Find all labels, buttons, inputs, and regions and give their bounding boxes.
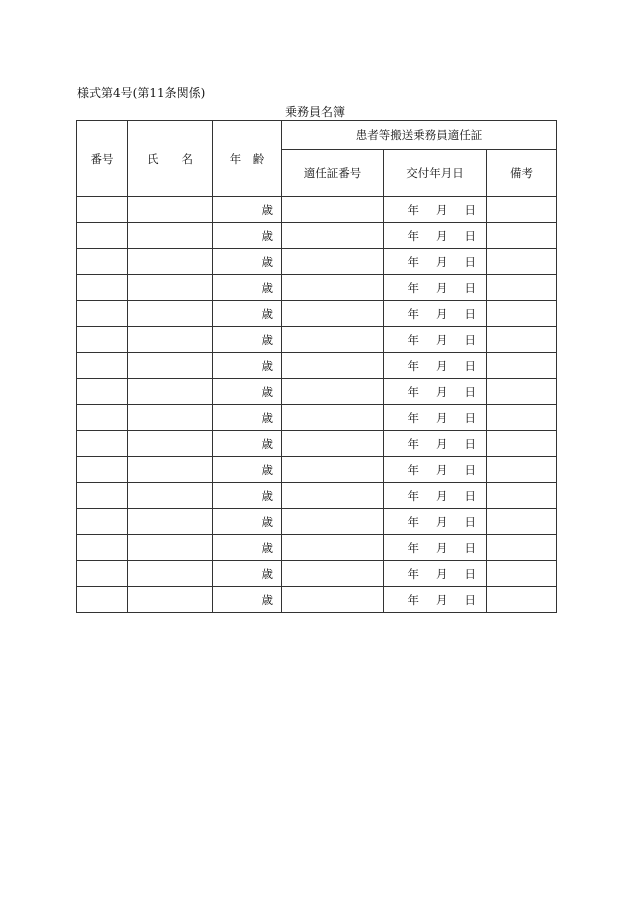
year-unit: 年 (407, 514, 419, 529)
cell-certificate-number[interactable] (282, 587, 384, 613)
cell-issue-date[interactable] (384, 379, 487, 405)
cell-certificate-number[interactable] (282, 301, 384, 327)
month-unit: 月 (436, 410, 448, 425)
cell-number[interactable] (77, 379, 128, 405)
cell-remarks[interactable] (487, 405, 557, 431)
cell-certificate-number[interactable] (282, 405, 384, 431)
cell-issue-date[interactable] (384, 353, 487, 379)
month-unit: 月 (436, 332, 448, 347)
cell-remarks[interactable] (487, 535, 557, 561)
cell-certificate-number[interactable] (282, 223, 384, 249)
cell-age[interactable] (213, 379, 282, 405)
age-unit: 歳 (261, 462, 273, 477)
cell-age[interactable] (213, 223, 282, 249)
cell-age[interactable] (213, 457, 282, 483)
table-row (77, 353, 557, 379)
day-unit: 日 (464, 254, 476, 269)
day-unit: 日 (464, 488, 476, 503)
cell-number[interactable] (77, 561, 128, 587)
table-row (77, 405, 557, 431)
cell-name[interactable] (128, 457, 213, 483)
age-unit: 歳 (261, 592, 273, 607)
year-unit: 年 (407, 410, 419, 425)
cell-name[interactable] (128, 327, 213, 353)
cell-issue-date[interactable] (384, 509, 487, 535)
age-unit: 歳 (261, 332, 273, 347)
cell-name[interactable] (128, 223, 213, 249)
cell-certificate-number[interactable] (282, 509, 384, 535)
table-row (77, 587, 557, 613)
cell-remarks[interactable] (487, 587, 557, 613)
cell-remarks[interactable] (487, 483, 557, 509)
cell-remarks[interactable] (487, 457, 557, 483)
day-unit: 日 (464, 592, 476, 607)
cell-certificate-number[interactable] (282, 379, 384, 405)
header-remarks: 備考 (487, 150, 557, 197)
year-unit: 年 (407, 306, 419, 321)
cell-remarks[interactable] (487, 301, 557, 327)
header-certificate-number: 適任証番号 (282, 150, 384, 197)
table-row (77, 275, 557, 301)
cell-issue-date[interactable] (384, 457, 487, 483)
cell-name[interactable] (128, 353, 213, 379)
month-unit: 月 (436, 592, 448, 607)
cell-name[interactable] (128, 301, 213, 327)
year-unit: 年 (407, 592, 419, 607)
table-row (77, 379, 557, 405)
cell-remarks[interactable] (487, 275, 557, 301)
cell-age[interactable] (213, 405, 282, 431)
month-unit: 月 (436, 566, 448, 581)
age-unit: 歳 (261, 306, 273, 321)
cell-name[interactable] (128, 561, 213, 587)
cell-name[interactable] (128, 535, 213, 561)
cell-name[interactable] (128, 275, 213, 301)
cell-age[interactable] (213, 197, 282, 223)
cell-issue-date[interactable] (384, 327, 487, 353)
cell-name[interactable] (128, 379, 213, 405)
cell-age[interactable] (213, 509, 282, 535)
form-number-label: 様式第4号(第11条関係) (77, 86, 206, 100)
cell-number[interactable] (77, 275, 128, 301)
cell-certificate-number[interactable] (282, 483, 384, 509)
age-unit: 歳 (261, 488, 273, 503)
day-unit: 日 (464, 202, 476, 217)
table-row (77, 327, 557, 353)
cell-remarks[interactable] (487, 327, 557, 353)
age-unit: 歳 (261, 358, 273, 373)
table-row (77, 223, 557, 249)
month-unit: 月 (436, 306, 448, 321)
cell-issue-date[interactable] (384, 249, 487, 275)
cell-remarks[interactable] (487, 509, 557, 535)
day-unit: 日 (464, 306, 476, 321)
cell-certificate-number[interactable] (282, 535, 384, 561)
day-unit: 日 (464, 410, 476, 425)
table-row (77, 457, 557, 483)
header-name: 氏 名 (128, 121, 213, 197)
month-unit: 月 (436, 384, 448, 399)
month-unit: 月 (436, 228, 448, 243)
cell-name[interactable] (128, 197, 213, 223)
age-unit: 歳 (261, 540, 273, 555)
month-unit: 月 (436, 254, 448, 269)
header-number: 番号 (77, 121, 128, 197)
age-unit: 歳 (261, 410, 273, 425)
year-unit: 年 (407, 254, 419, 269)
cell-certificate-number[interactable] (282, 561, 384, 587)
cell-age[interactable] (213, 353, 282, 379)
age-unit: 歳 (261, 280, 273, 295)
cell-certificate-number[interactable] (282, 249, 384, 275)
cell-remarks[interactable] (487, 561, 557, 587)
cell-issue-date[interactable] (384, 483, 487, 509)
header-certificate-group: 患者等搬送乗務員適任証 (282, 121, 557, 150)
age-unit: 歳 (261, 202, 273, 217)
cell-name[interactable] (128, 483, 213, 509)
cell-age[interactable] (213, 535, 282, 561)
cell-issue-date[interactable] (384, 561, 487, 587)
cell-issue-date[interactable] (384, 587, 487, 613)
year-unit: 年 (407, 358, 419, 373)
day-unit: 日 (464, 332, 476, 347)
cell-certificate-number[interactable] (282, 197, 384, 223)
cell-name[interactable] (128, 509, 213, 535)
year-unit: 年 (407, 540, 419, 555)
age-unit: 歳 (261, 436, 273, 451)
day-unit: 日 (464, 280, 476, 295)
cell-remarks[interactable] (487, 353, 557, 379)
cell-name[interactable] (128, 405, 213, 431)
cell-number[interactable] (77, 197, 128, 223)
year-unit: 年 (407, 228, 419, 243)
month-unit: 月 (436, 488, 448, 503)
cell-number[interactable] (77, 535, 128, 561)
cell-age[interactable] (213, 483, 282, 509)
day-unit: 日 (464, 514, 476, 529)
cell-issue-date[interactable] (384, 301, 487, 327)
cell-name[interactable] (128, 431, 213, 457)
month-unit: 月 (436, 462, 448, 477)
cell-remarks[interactable] (487, 249, 557, 275)
table-row (77, 431, 557, 457)
cell-age[interactable] (213, 275, 282, 301)
cell-age[interactable] (213, 327, 282, 353)
cell-age[interactable] (213, 249, 282, 275)
table-row (77, 535, 557, 561)
cell-age[interactable] (213, 301, 282, 327)
cell-age[interactable] (213, 561, 282, 587)
cell-number[interactable] (77, 457, 128, 483)
day-unit: 日 (464, 228, 476, 243)
cell-certificate-number[interactable] (282, 457, 384, 483)
cell-number[interactable] (77, 587, 128, 613)
cell-number[interactable] (77, 353, 128, 379)
age-unit: 歳 (261, 228, 273, 243)
table-row (77, 561, 557, 587)
age-unit: 歳 (261, 254, 273, 269)
table-row (77, 197, 557, 223)
day-unit: 日 (464, 358, 476, 373)
year-unit: 年 (407, 462, 419, 477)
cell-number[interactable] (77, 301, 128, 327)
cell-remarks[interactable] (487, 197, 557, 223)
cell-remarks[interactable] (487, 431, 557, 457)
cell-number[interactable] (77, 431, 128, 457)
cell-issue-date[interactable] (384, 431, 487, 457)
year-unit: 年 (407, 332, 419, 347)
cell-number[interactable] (77, 327, 128, 353)
year-unit: 年 (407, 384, 419, 399)
day-unit: 日 (464, 540, 476, 555)
day-unit: 日 (464, 384, 476, 399)
month-unit: 月 (436, 358, 448, 373)
cell-number[interactable] (77, 249, 128, 275)
cell-age[interactable] (213, 587, 282, 613)
month-unit: 月 (436, 514, 448, 529)
month-unit: 月 (436, 280, 448, 295)
cell-certificate-number[interactable] (282, 431, 384, 457)
cell-issue-date[interactable] (384, 197, 487, 223)
cell-name[interactable] (128, 587, 213, 613)
cell-certificate-number[interactable] (282, 327, 384, 353)
year-unit: 年 (407, 566, 419, 581)
year-unit: 年 (407, 202, 419, 217)
cell-issue-date[interactable] (384, 223, 487, 249)
month-unit: 月 (436, 202, 448, 217)
age-unit: 歳 (261, 514, 273, 529)
cell-remarks[interactable] (487, 379, 557, 405)
cell-number[interactable] (77, 509, 128, 535)
document-title: 乗務員名簿 (284, 105, 345, 119)
month-unit: 月 (436, 436, 448, 451)
roster-body (77, 197, 557, 613)
cell-age[interactable] (213, 431, 282, 457)
table-row (77, 483, 557, 509)
cell-number[interactable] (77, 405, 128, 431)
cell-certificate-number[interactable] (282, 353, 384, 379)
year-unit: 年 (407, 488, 419, 503)
cell-name[interactable] (128, 249, 213, 275)
cell-issue-date[interactable] (384, 405, 487, 431)
month-unit: 月 (436, 540, 448, 555)
day-unit: 日 (464, 436, 476, 451)
age-unit: 歳 (261, 566, 273, 581)
table-row (77, 249, 557, 275)
cell-issue-date[interactable] (384, 275, 487, 301)
table-row (77, 509, 557, 535)
table-row (77, 301, 557, 327)
year-unit: 年 (407, 280, 419, 295)
header-issue-date: 交付年月日 (384, 150, 487, 197)
cell-number[interactable] (77, 483, 128, 509)
crew-roster-table (76, 120, 557, 613)
day-unit: 日 (464, 462, 476, 477)
cell-remarks[interactable] (487, 223, 557, 249)
age-unit: 歳 (261, 384, 273, 399)
header-age: 年 齢 (213, 121, 282, 197)
cell-issue-date[interactable] (384, 535, 487, 561)
cell-certificate-number[interactable] (282, 275, 384, 301)
cell-number[interactable] (77, 223, 128, 249)
day-unit: 日 (464, 566, 476, 581)
year-unit: 年 (407, 436, 419, 451)
